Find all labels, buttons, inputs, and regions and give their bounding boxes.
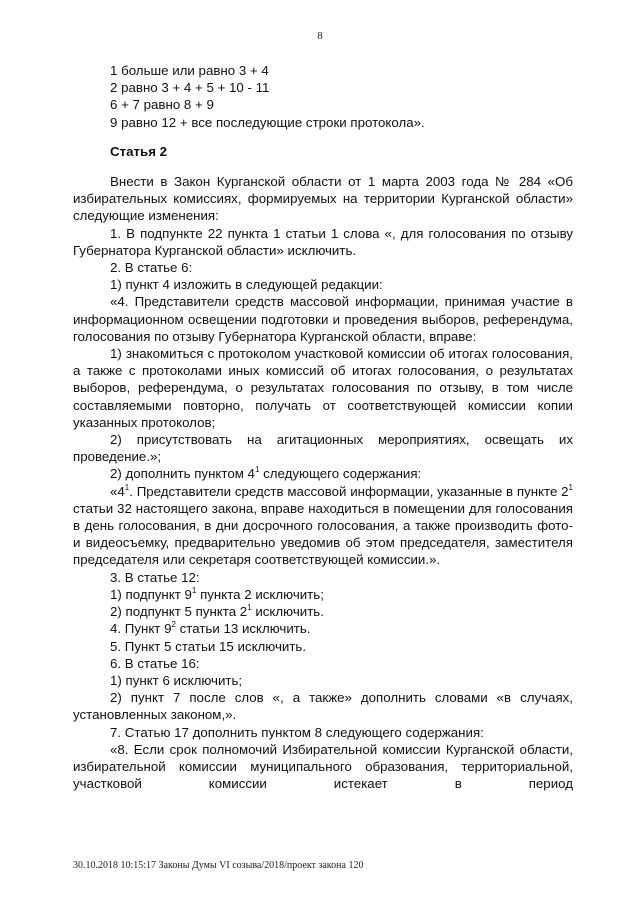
paragraph	[73, 620, 573, 637]
superscript: 2	[171, 620, 176, 630]
text-fragment: статьи 13 исключить.	[175, 621, 311, 637]
footer-stamp: 30.10.2018 10:15:17 Законы Думы VI созыва/2018/проект закона 120	[73, 860, 364, 871]
paragraph: 1) пункт 4 изложить в следующей редакции:	[110, 277, 383, 293]
paragraph	[73, 465, 573, 482]
paragraph	[73, 603, 573, 620]
superscript: 1	[254, 465, 260, 475]
paragraph: 1. В подпункте 22 пункта 1 статьи 1 слова «, для голосования по отзыву Губернатора Курганской области» исключить.	[73, 225, 573, 258]
superscript: 1	[568, 482, 573, 492]
paragraph: 3. В статье 12:	[110, 569, 200, 585]
text-fragment: 2) дополнить пунктом 4	[110, 466, 255, 482]
paragraph	[73, 483, 573, 569]
article-heading: Статья 2	[110, 143, 168, 159]
page-number: 8	[317, 30, 323, 42]
paragraph: 2) присутствовать на агитационных мероприятиях, освещать их проведение.»;	[73, 432, 573, 465]
protocol-line: 2 равно 3 + 4 + 5 + 10 - 11	[110, 80, 270, 96]
text-fragment: 4. Пункт 9	[110, 621, 172, 637]
text-fragment: пункта 2 исключить;	[196, 586, 324, 602]
protocol-line: 6 + 7 равно 8 + 9	[110, 97, 214, 113]
text-fragment: 1) подпункт 9	[110, 586, 192, 602]
text-fragment: . Представители средств массовой информации, указанные в пункте 2	[129, 483, 569, 499]
paragraph: 6. В статье 16:	[110, 655, 200, 671]
superscript: 1	[191, 585, 197, 595]
paragraph: «8. Если срок полномочий Избирательной комиссии Курганской области, избирательной комиссии муниципального образования, территориальной, участковой комиссии истекает в период	[73, 741, 573, 792]
text-fragment: 2) подпункт 5 пункта 2	[110, 604, 248, 620]
text-fragment: статьи 32 настоящего закона, вправе находиться в помещении для голосования в день голосования, в дни досрочного голосования, а также производить фото- и видеосъемку, предварительно уведомив об этом председателя, заместителя председателя или секретаря соответствующей комиссии.».	[73, 500, 573, 568]
text-fragment: следующего содержания:	[259, 466, 422, 482]
paragraph: 2) пункт 7 после слов «, а также» дополнить словами «в случаях, установленных законом,».	[73, 690, 573, 723]
paragraph: 1) пункт 6 исключить;	[110, 672, 243, 688]
text-fragment: исключить.	[251, 604, 324, 620]
document-body	[73, 62, 573, 792]
paragraph: 7. Статью 17 дополнить пунктом 8 следующего содержания:	[110, 724, 484, 740]
protocol-line: 9 равно 12 + все последующие строки протокола».	[110, 114, 425, 130]
text-fragment: «4	[110, 483, 125, 499]
paragraph: 1) знакомиться с протоколом участковой комиссии об итогах голосования, а также с протоколами иных комиссий об итогах голосования, о результатах выборов, референдума, о результатах голосования по отзыву, в том числе составляемыми повторно, получать от соответствующей комиссии копии указанных протоколов;	[73, 346, 573, 430]
paragraph: «4. Представители средств массовой информации, принимая участие в информационном освещении подготовки и проведения выборов, референдума, голосования по отзыву Губернатора Курганской области, вправе:	[73, 294, 573, 344]
superscript: 1	[247, 603, 252, 613]
paragraph: Внести в Закон Курганской области от 1 марта 2003 года № 284 «Об избирательных комиссиях, формируемых на территории Курганской области» следующие изменения:	[73, 174, 573, 224]
paragraph: 2. В статье 6:	[110, 260, 193, 276]
paragraph: 5. Пункт 5 статьи 15 исключить.	[110, 638, 307, 654]
protocol-line: 1 больше или равно 3 + 4	[110, 63, 269, 78]
paragraph	[73, 586, 573, 603]
superscript: 1	[124, 482, 130, 492]
